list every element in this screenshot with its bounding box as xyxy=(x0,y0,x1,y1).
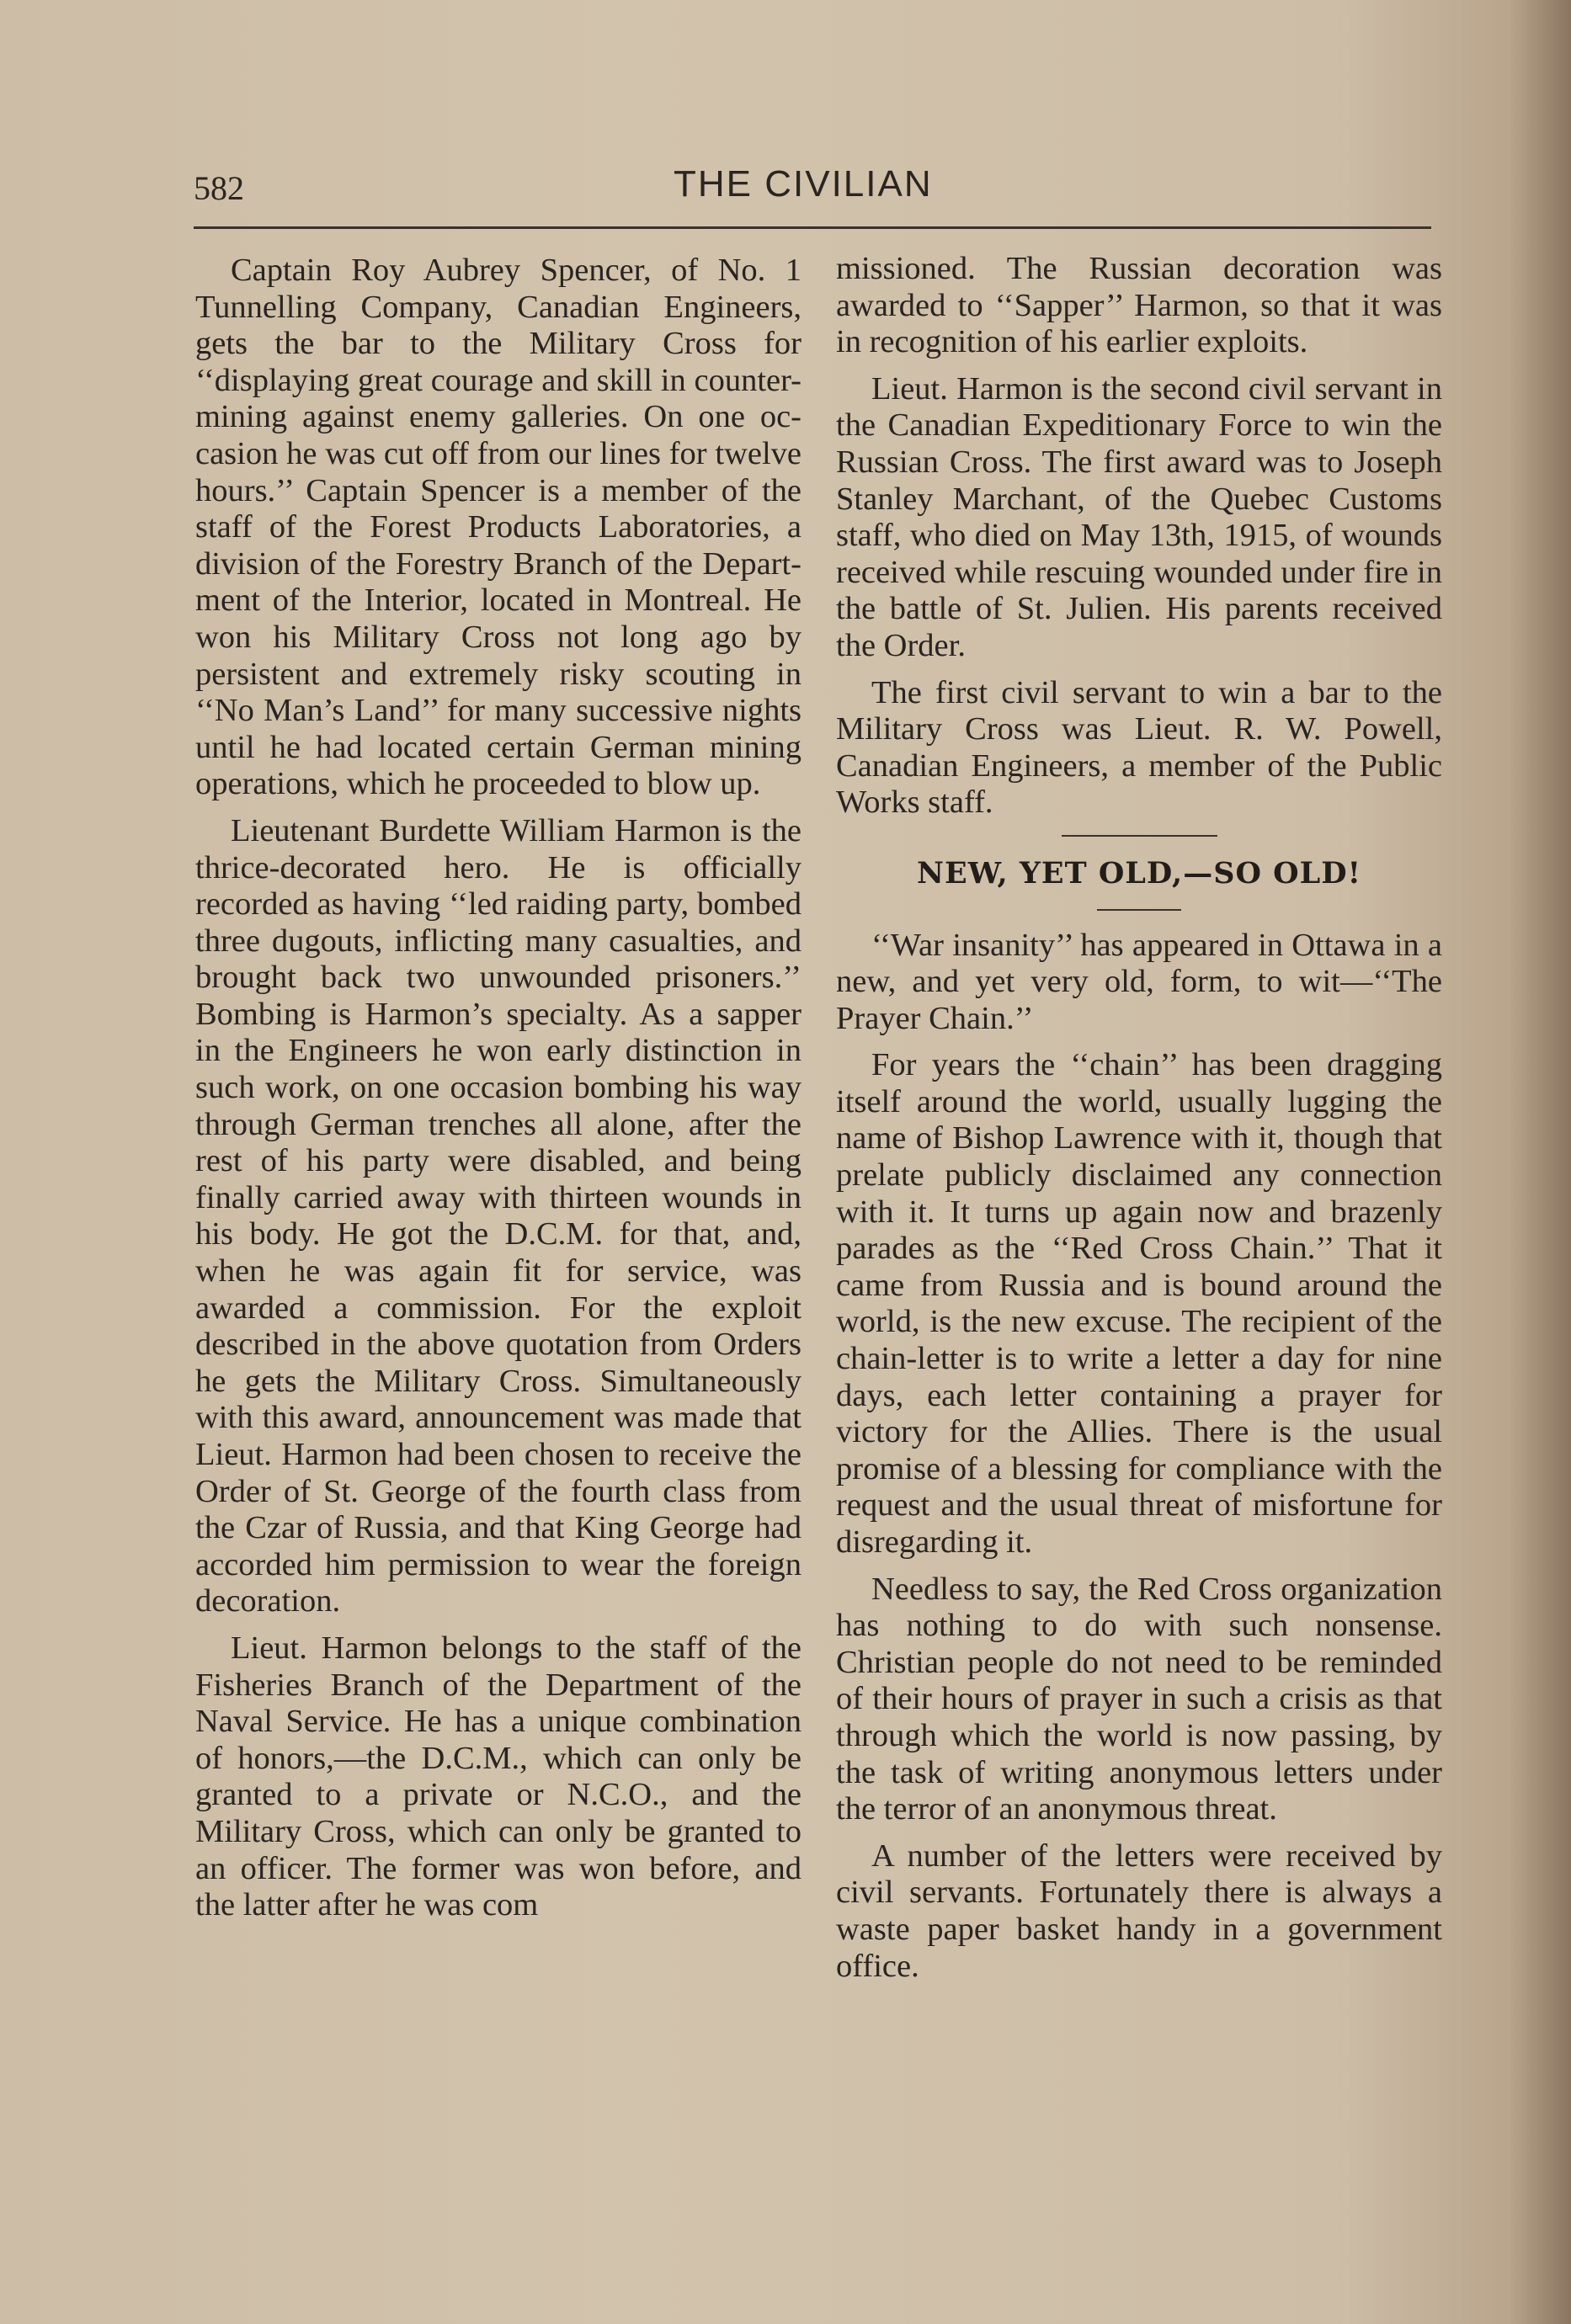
paragraph-red-cross: Needless to say, the Red Cross organization has nothing to do with such nonsense. Christian people do not need to be reminded of their hours of prayer in such a crisis as that through which the world is now passing, by the task of writing anonymous letters under the terror of an anonymous threat. xyxy=(836,1571,1442,1827)
section-heading: NEW, YET OLD,—SO OLD! xyxy=(917,855,1361,891)
right-column xyxy=(836,251,1442,1995)
paragraph-spencer: Captain Roy Aubrey Spencer, of No. 1 Tunnelling Company, Canadian Engineers, gets the bar to the Military Cross for ‘‘displaying great courage and skill in counter-mining against enemy galleries. On one occasion he was cut off from our lines for twelve hours.’’ Captain Spencer is a member of the staff of the Forest Products Laboratories, a division of the Forestry Branch of the Department of the Interior, located in Montreal. He won his Military Cross not long ago by persistent and extremely risky scouting in ‘‘No Man’s Land’’ for many successive nights until he had located certain German mining operations, which he proceeded to blow up. xyxy=(195,253,801,802)
paragraph-continuation: missioned. The Russian decoration was awarded to ‘‘Sapper’’ Harmon, so that it was in recognition of his earlier exploits. xyxy=(836,251,1442,360)
section-divider xyxy=(1062,835,1217,837)
left-column xyxy=(195,253,801,1934)
running-title: THE CIVILIAN xyxy=(674,163,933,205)
paragraph-harmon-hero: Lieutenant Burdette William Harmon is the thrice-decorated hero. He is officially recorded as having ‘‘led raiding party, bombed three dugouts, inflicting many casualties, and brought back two unwounded prisoners.’’ Bombing is Harmon’s specialty. As a sapper in the Engineers he won early distinction in such work, on one occasion bombing his way through German trenches all alone, after the rest of his party were disabled, and being finally carried away with thirteen wounds in his body. He got the D.C.M. for that, and, when he was again fit for service, was awarded a commission. For the exploit described in the above quotation from Orders he gets the Military Cross. Simultaneously with this award, announcement was made that Lieut. Harmon had been chosen to receive the Order of St. George of the fourth class from the Czar of Russia, and that King George had accorded him permission to wear the foreign decoration. xyxy=(195,812,801,1619)
paragraph-harmon-staff: Lieut. Harmon belongs to the staff of the Fisheries Branch of the Department of the Naval Service. He has a unique combination of honors,—the D.C.M., which can only be granted to a private or N.C.O., and the Military Cross, which can only be granted to an officer. The former was won before, and the latter after he was com xyxy=(195,1630,801,1923)
paragraph-war-insanity: ‘‘War insanity’’ has appeared in Ottawa in a new, and yet very old, form, to wit—‘‘The Prayer Chain.’’ xyxy=(836,927,1442,1036)
paragraph-chain: For years the ‘‘chain’’ has been dragging itself around the world, usually lugging the name of Bishop Lawrence with it, though that prelate publicly disclaimed any connection with it. It turns up again now and brazenly parades as the ‘‘Red Cross Chain.’’ That it came from Russia and is bound around the world, is the new excuse. The recipient of the chain-letter is to write a letter a day for nine days, each letter containing a prayer for victory for the Allies. There is the usual promise of a blessing for compliance with the request and the usual threat of misfortune for disregarding it. xyxy=(836,1047,1442,1560)
header-rule xyxy=(194,226,1431,229)
heading-underline xyxy=(1097,909,1181,911)
paragraph-waste-basket: A number of the letters were received by civil servants. Fortunately there is always a waste paper basket handy in a government office. xyxy=(836,1837,1442,1984)
paragraph-russian-cross: Lieut. Harmon is the second civil servant in the Canadian Expeditionary Force to win the Russian Cross. The first award was to Joseph Stanley Marchant, of the Quebec Customs staff, who died on May 13th, 1915, of wounds received while rescuing wounded under fire in the battle of St. Julien. His parents received the Order. xyxy=(836,370,1442,663)
page-header xyxy=(194,163,1431,219)
page-number: 582 xyxy=(194,169,244,207)
paragraph-first-bar: The first civil servant to win a bar to the Military Cross was Lieut. R. W. Powell, Canadian Engineers, a member of the Public Works staff. xyxy=(836,674,1442,821)
